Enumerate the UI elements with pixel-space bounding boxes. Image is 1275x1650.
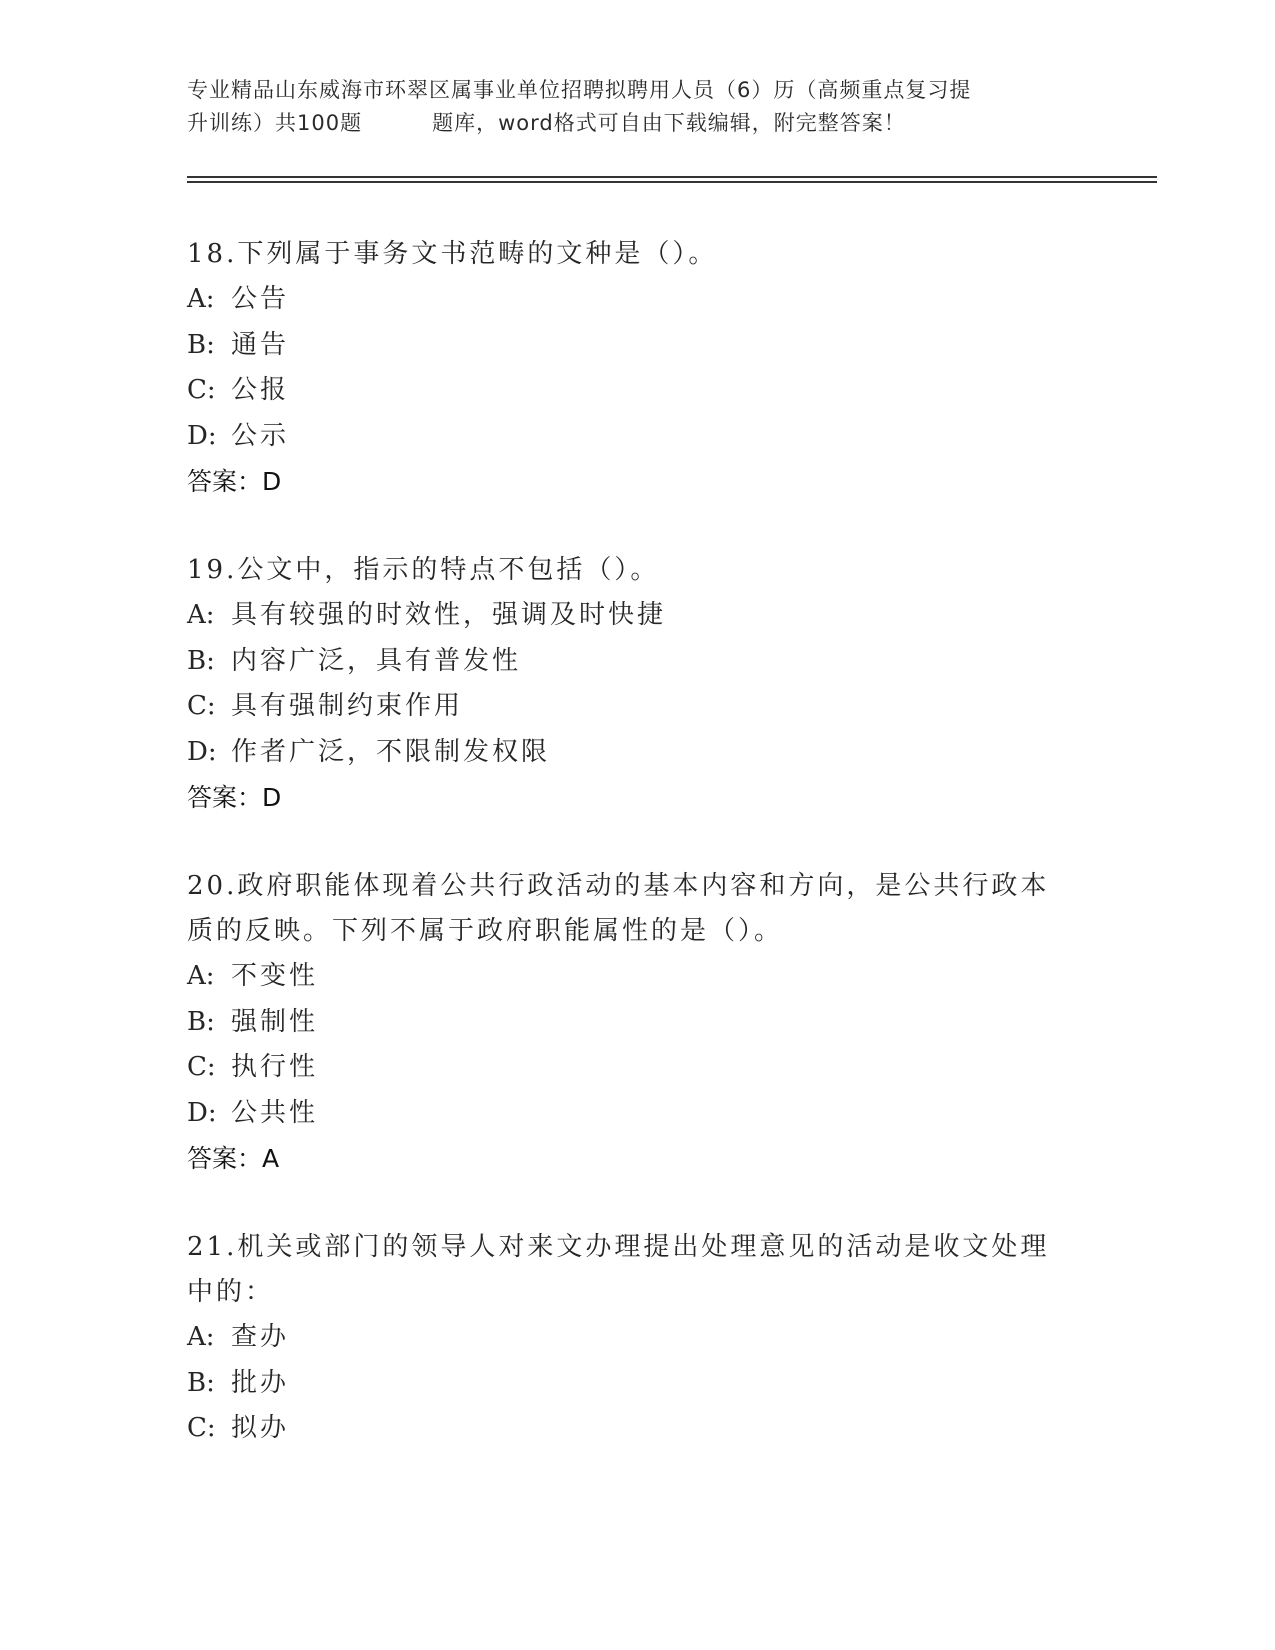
- option-d: [187, 1091, 1162, 1137]
- option-d: [187, 414, 1162, 460]
- option-key: B:: [187, 645, 215, 676]
- option-c: [187, 684, 1162, 730]
- question-text: 19.公文中，指示的特点不包括（）。: [187, 555, 660, 585]
- option-text: 拟办: [231, 1413, 290, 1443]
- option-text: 查办: [231, 1322, 290, 1352]
- option-text: 强制性: [231, 1006, 319, 1037]
- question-text: 21.机关或部门的领导人对来文办理提出处理意见的活动是收文处理中的：: [187, 1232, 1050, 1307]
- option-text: 具有强制约束作用: [231, 691, 464, 721]
- option-c: [187, 368, 1162, 414]
- option-text: 公告: [231, 284, 290, 314]
- option-a: [187, 277, 1162, 323]
- question-text: 20.政府职能体现着公共行政活动的基本内容和方向，是公共行政本质的反映。下列不属于政府职能属性的是（）。: [187, 871, 1050, 946]
- option-key: A:: [187, 961, 215, 991]
- option-key: C:: [187, 375, 216, 405]
- header-title-part-b: 题库，word格式可自由下载编辑，附完整答案！: [432, 111, 906, 135]
- option-text: 通告: [231, 329, 290, 360]
- answer-line: 答案：A: [187, 1144, 280, 1173]
- question-text: 18.下列属于事务文书范畴的文种是（）。: [187, 239, 718, 269]
- header-title-line-1: 专业精品山东威海市环翠区属事业单位招聘拟聘用人员（6）历（高频重点复习提: [187, 78, 972, 102]
- option-b: [187, 1361, 1162, 1407]
- question-19: [187, 548, 1162, 821]
- option-key: C:: [187, 1052, 216, 1082]
- option-text: 作者广泛，不限制发权限: [231, 736, 551, 767]
- option-key: B:: [187, 329, 215, 360]
- option-text: 公示: [231, 420, 290, 451]
- option-d: [187, 730, 1162, 776]
- option-key: D:: [187, 736, 217, 767]
- option-a: [187, 593, 1162, 639]
- option-key: A:: [187, 284, 215, 314]
- option-key: B:: [187, 1367, 215, 1398]
- option-key: A:: [187, 1322, 215, 1352]
- option-c: [187, 1406, 1162, 1452]
- option-text: 不变性: [231, 961, 319, 991]
- document-page: [187, 0, 1162, 1650]
- option-b: [187, 1000, 1162, 1046]
- option-c: [187, 1045, 1162, 1091]
- question-18: [187, 232, 1162, 505]
- option-b: [187, 639, 1162, 685]
- option-key: D:: [187, 420, 217, 451]
- option-text: 执行性: [231, 1052, 319, 1082]
- option-text: 具有较强的时效性，强调及时快捷: [231, 600, 667, 630]
- option-key: B:: [187, 1006, 215, 1037]
- option-b: [187, 323, 1162, 369]
- option-key: D:: [187, 1097, 217, 1128]
- option-a: [187, 1315, 1162, 1361]
- option-key: A:: [187, 600, 215, 630]
- option-text: 内容广泛，具有普发性: [231, 645, 522, 676]
- document-header: [187, 74, 1087, 140]
- option-key: C:: [187, 1413, 216, 1443]
- question-list: [187, 232, 1162, 1495]
- header-title-line-2: [187, 107, 1087, 140]
- answer-line: 答案：D: [187, 783, 282, 812]
- option-text: 批办: [231, 1367, 290, 1398]
- header-title-part-a: 升训练）共100题: [187, 111, 363, 135]
- header-divider-bottom: [187, 181, 1157, 183]
- option-text: 公报: [231, 375, 290, 405]
- question-21: [187, 1225, 1162, 1452]
- question-20: [187, 864, 1162, 1182]
- option-key: C:: [187, 691, 216, 721]
- header-divider-top: [187, 176, 1157, 178]
- answer-line: 答案：D: [187, 467, 282, 496]
- option-a: [187, 954, 1162, 1000]
- option-text: 公共性: [231, 1097, 319, 1128]
